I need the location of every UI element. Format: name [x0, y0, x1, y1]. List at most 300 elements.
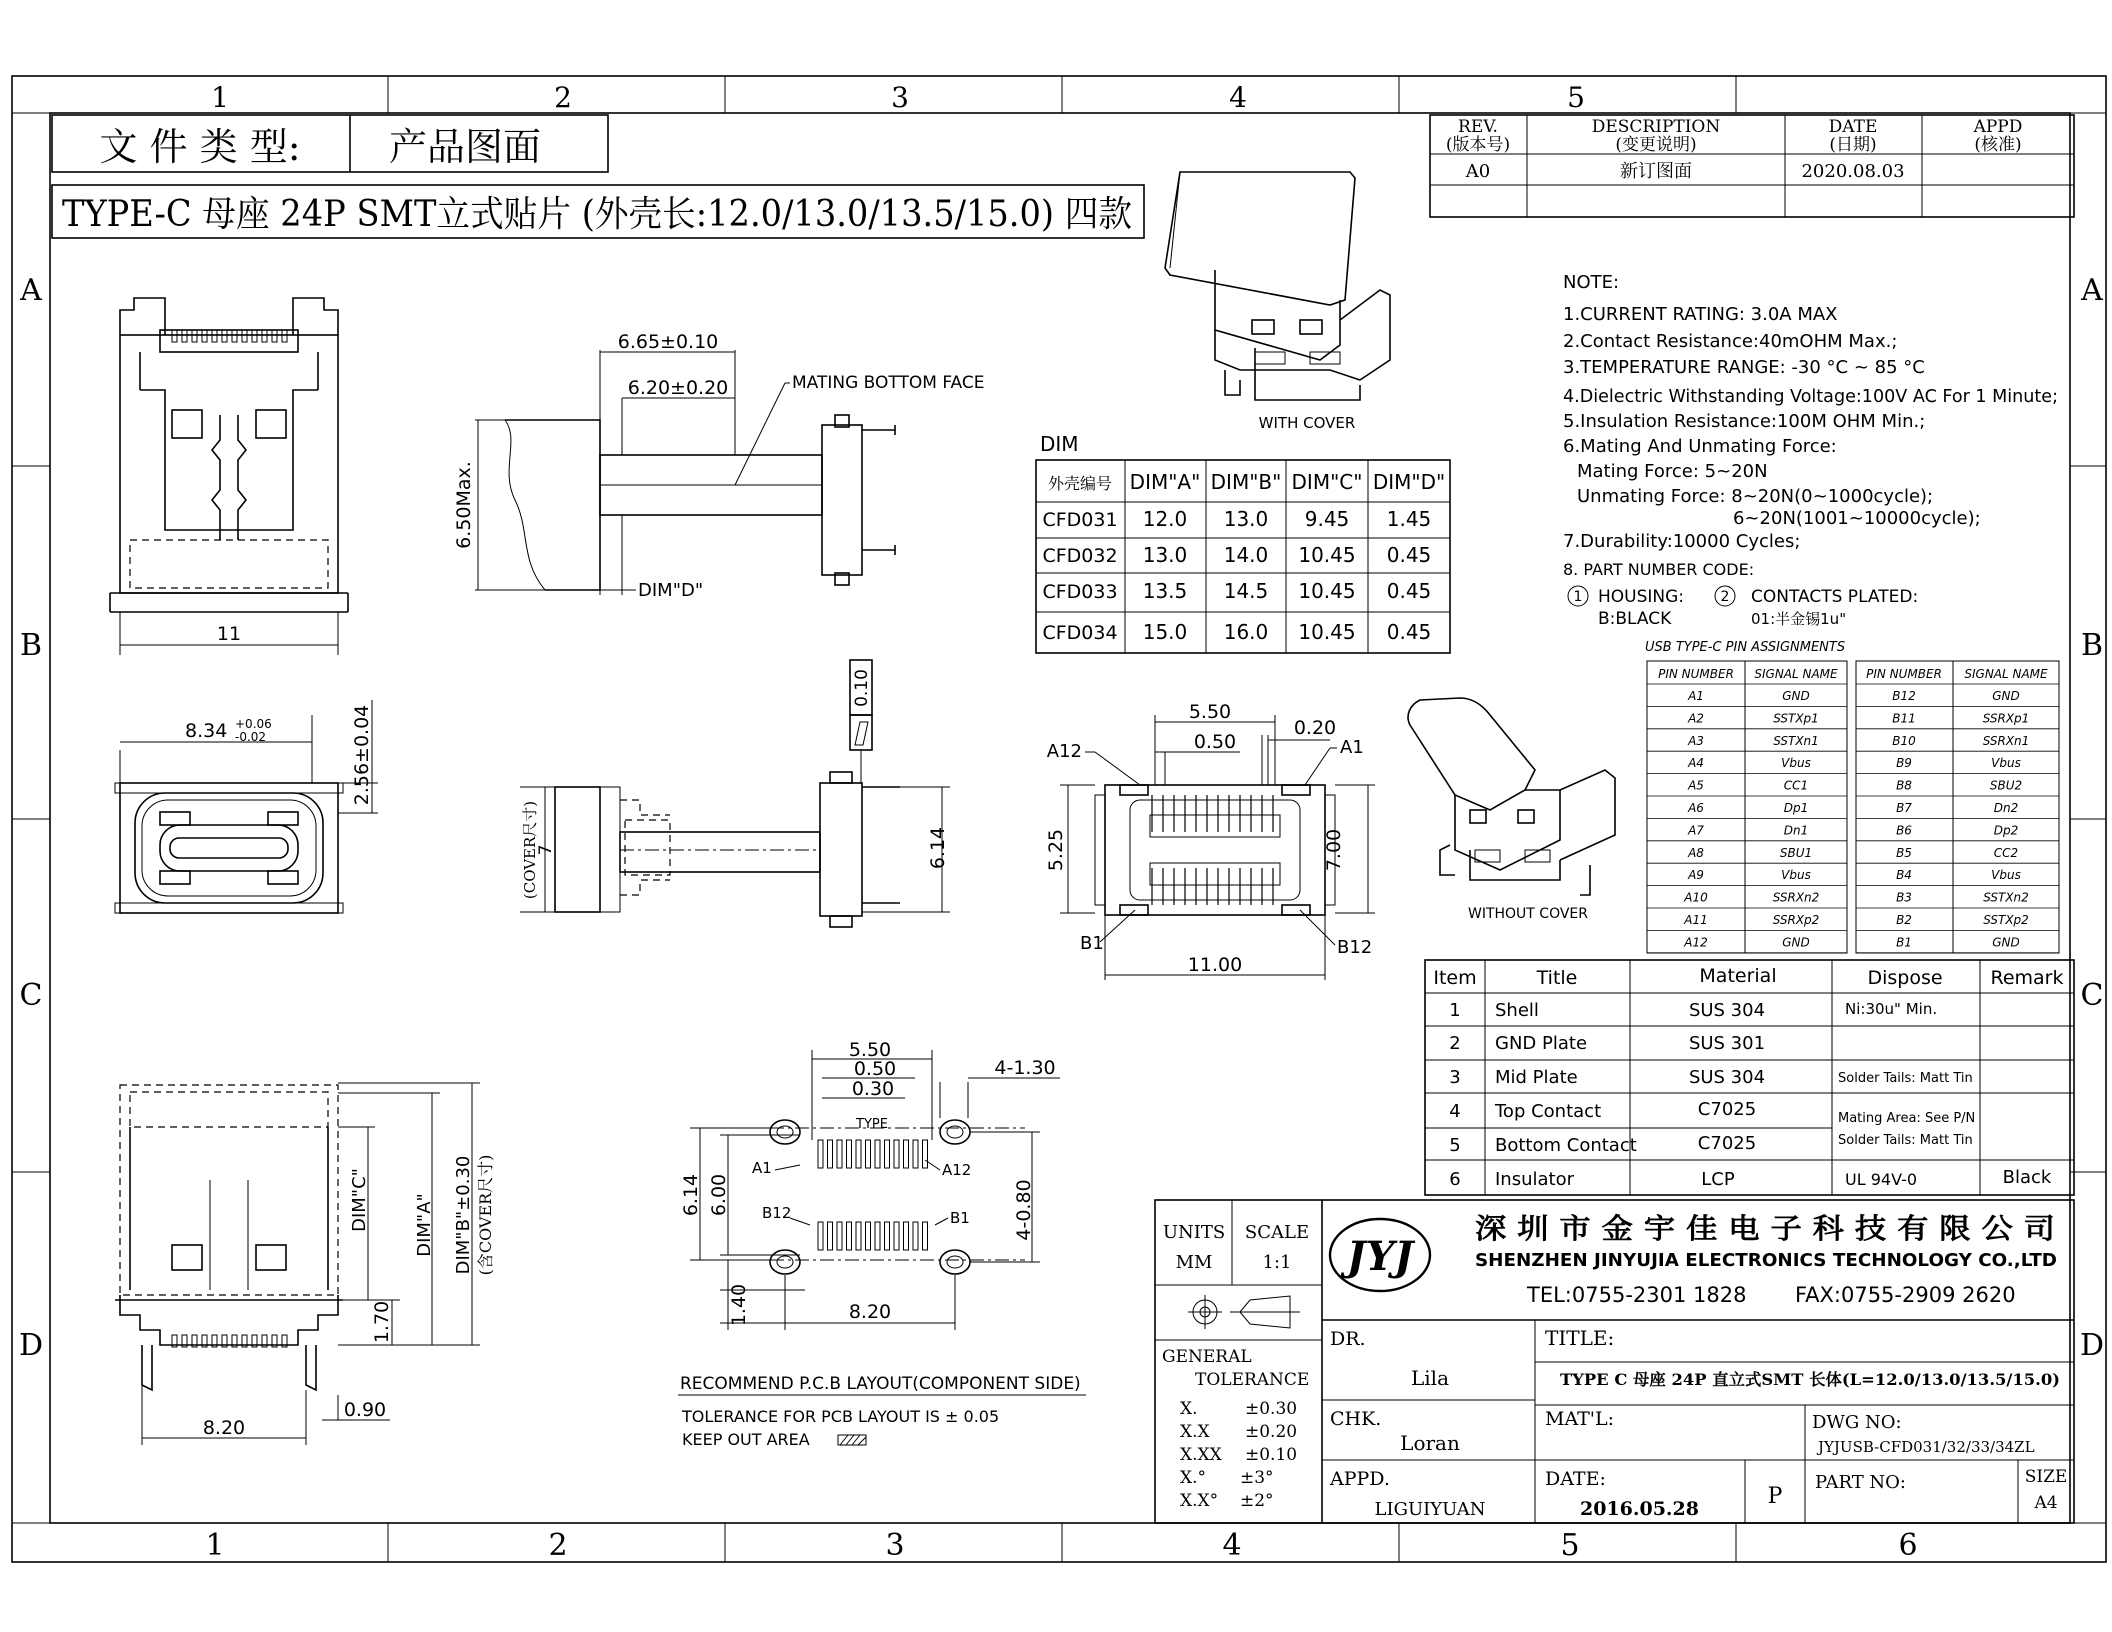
pin-cell: SSTXp1: [1773, 711, 1819, 726]
front-pin: [212, 330, 217, 342]
bom-row-1-title: Shell: [1495, 1000, 1539, 1021]
pcb-pad-bottom: [913, 1222, 918, 1250]
zone-bottom-5: 5: [1560, 1528, 1580, 1563]
appd-header-en: APPD: [1973, 117, 2023, 137]
sheet-frame: [12, 76, 2106, 1562]
pin-header-3: SIGNAL NAME: [1964, 667, 2048, 681]
pin-cell: B3: [1896, 890, 1912, 905]
title-label: TITLE:: [1545, 1326, 1615, 1350]
pcb-pad-top: [856, 1140, 861, 1168]
front-view-pin-comb: [172, 330, 287, 342]
dwg-value: JYJUSB-CFD031/32/33/34ZL: [1818, 1438, 2035, 1456]
bom-header-item: Item: [1433, 967, 1477, 989]
dim-090: 0.90: [343, 1399, 387, 1421]
bom-row-5-title: Bottom Contact: [1495, 1135, 1637, 1156]
dim-row-2-d: 0.45: [1386, 579, 1432, 603]
dim-table-header-4: DIM"D": [1372, 470, 1446, 494]
date-header-cn: (日期): [1829, 135, 1877, 155]
tol-0-value: ±0.30: [1245, 1399, 1298, 1419]
projection-symbol-icon: [1188, 1295, 1300, 1329]
front-pin: [202, 330, 207, 342]
bom-row-3-title: Mid Plate: [1495, 1067, 1578, 1088]
bom-header-material: Material: [1699, 965, 1777, 987]
note-line-2: 2.Contact Resistance:40mOHM Max.;: [1563, 331, 1898, 352]
pin-cell: A7: [1688, 823, 1704, 838]
pin-cell: Dn1: [1783, 823, 1809, 838]
pin-cell: SSRXn2: [1772, 890, 1820, 905]
zone-left-a: A: [20, 273, 42, 308]
front-pin: [252, 330, 257, 342]
dwg-label: DWG NO:: [1812, 1412, 1902, 1433]
bom-row-5-dispose: Solder Tails: Matt Tin: [1838, 1133, 1973, 1148]
zone-left-b: B: [19, 628, 43, 663]
pin-cell: SSTXn2: [1983, 890, 2029, 905]
title-block: [1155, 1200, 2074, 1523]
date-value: 2020.08.03: [1801, 161, 1905, 182]
dim-row-2-code: CFD033: [1042, 581, 1118, 603]
pcb-pad-bottom: [885, 1222, 890, 1250]
dim-7: 7: [536, 844, 556, 856]
zone-bottom-2: 2: [548, 1528, 568, 1563]
pin-cell: Dp2: [1993, 823, 2019, 838]
note-line-8: Unmating Force: 8~20N(0~1000cycle);: [1577, 486, 1934, 507]
tol-4-value: ±2°: [1240, 1491, 1274, 1511]
with-cover-label: WITH COVER: [1258, 414, 1356, 432]
zone-bottom-3: 3: [885, 1528, 905, 1563]
dim-170: 1.70: [371, 1300, 393, 1344]
tol-2-key: X.XX: [1180, 1445, 1222, 1465]
dim-row-3-c: 10.45: [1298, 620, 1356, 644]
pin-cell: B5: [1896, 845, 1912, 860]
pcb-dim-4130: 4-1.30: [994, 1057, 1056, 1079]
pcb-dim-030: 0.30: [851, 1078, 895, 1100]
bottom-view-drawing: [1045, 701, 1375, 980]
dim-050: 0.50: [1193, 731, 1237, 753]
side-cover-view-drawing: [520, 660, 950, 927]
pcb-pads: [818, 1140, 928, 1250]
note-line-6: 6.Mating And Unmating Force:: [1563, 436, 1837, 457]
zone-right-c: C: [2080, 978, 2104, 1013]
dim-550: 5.50: [1188, 701, 1232, 723]
pin-cell: GND: [1782, 689, 1810, 703]
front-pin: [192, 330, 197, 342]
pin-cell: B2: [1896, 913, 1912, 927]
pin-cell: A2: [1688, 711, 1704, 726]
tol-4-key: X.X°: [1180, 1491, 1219, 1511]
front-view-drawing: [110, 298, 348, 655]
pcb-pad-bottom: [923, 1222, 928, 1250]
dim-c-label: DIM"C": [349, 1168, 370, 1232]
scale-label: SCALE: [1244, 1222, 1310, 1243]
bom-row-6-remark: Black: [2002, 1167, 2052, 1188]
pin-cell: B11: [1892, 711, 1916, 726]
code-2-number: 2: [1720, 589, 1730, 605]
tol-1-value: ±0.20: [1245, 1422, 1298, 1442]
desc-value: 新订图面: [1620, 161, 1692, 182]
front-pin: [172, 330, 177, 342]
dim-650: 6.50Max.: [453, 461, 475, 549]
mating-bottom-face-label: MATING BOTTOM FACE: [792, 373, 985, 393]
note-line-7: Mating Force: 5~20N: [1577, 461, 1768, 482]
pcb-pad-top: [923, 1140, 928, 1168]
pcb-pad-top: [828, 1140, 833, 1168]
dim-row-1-d: 0.45: [1386, 543, 1432, 567]
zone-bottom-6: 6: [1898, 1528, 1918, 1563]
pcb-dim-140: 1.40: [728, 1283, 750, 1327]
pcb-pad-top: [885, 1140, 890, 1168]
dim-table-header-2: DIM"B": [1210, 470, 1282, 494]
pcb-pad-top: [837, 1140, 842, 1168]
dr-value: Lila: [1411, 1366, 1449, 1390]
front-pin: [282, 330, 287, 342]
dim-row-2-c: 10.45: [1298, 579, 1356, 603]
appd-label: APPD.: [1330, 1468, 1390, 1490]
bom-row-1-item: 1: [1449, 1000, 1461, 1021]
revision-table: [1430, 115, 2074, 217]
pcb-pad-bottom: [856, 1222, 861, 1250]
bom-row-1-material: SUS 304: [1688, 1000, 1766, 1021]
tol-3-value: ±3°: [1240, 1468, 1274, 1488]
units-value: MM: [1175, 1252, 1213, 1273]
dim-b-label: DIM"B"±0.30: [453, 1155, 474, 1275]
pin-cell: B12: [1892, 689, 1916, 703]
pin-table-rows: [1647, 684, 2059, 953]
pin-cell: A1: [1688, 689, 1704, 703]
dim-row-0-c: 9.45: [1304, 507, 1350, 531]
pin-cell: B7: [1896, 801, 1912, 815]
dim-row-3-a: 15.0: [1142, 620, 1188, 644]
pcb-dim-820: 8.20: [848, 1301, 892, 1323]
dim-row-0-code: CFD031: [1042, 509, 1118, 531]
dim-row-3-d: 0.45: [1386, 620, 1432, 644]
dim-256: 2.56±0.04: [351, 704, 373, 806]
pin-cell: A8: [1688, 845, 1704, 860]
bom-table: [1425, 960, 2074, 1195]
dim-table-caption: DIM: [1040, 432, 1079, 456]
bom-header-dispose: Dispose: [1867, 967, 1943, 989]
dim-010: 0.10: [852, 669, 872, 707]
scale-value: 1:1: [1262, 1252, 1292, 1273]
pin-cell: CC1: [1783, 778, 1809, 793]
bom-row-6-item: 6: [1449, 1169, 1461, 1190]
pin-cell: A5: [1688, 778, 1704, 793]
zone-top-2: 2: [554, 81, 572, 114]
pin-header-1: SIGNAL NAME: [1754, 667, 1838, 681]
zone-right-d: D: [2079, 1328, 2105, 1363]
pcb-dim-550: 5.50: [848, 1039, 892, 1061]
pcb-pad-bottom: [904, 1222, 909, 1250]
rev-value: A0: [1465, 161, 1491, 182]
dim-834-tol-up: +0.06: [235, 717, 272, 731]
pin-cell: CC2: [1993, 845, 2019, 860]
dim-row-3-code: CFD034: [1042, 622, 1118, 644]
front-pin: [232, 330, 237, 342]
pcb-pad-bottom: [818, 1222, 823, 1250]
pin-cell: GND: [1992, 935, 2020, 950]
pin-cell: A3: [1688, 733, 1704, 748]
with-cover-3d-view: [1165, 172, 1390, 432]
notes-title: NOTE:: [1563, 272, 1620, 293]
dim-525: 5.25: [1045, 828, 1067, 872]
notes-block: [1563, 272, 2058, 629]
dim-11: 11: [216, 623, 242, 645]
front-pin: [222, 330, 227, 342]
dim-020: 0.20: [1293, 717, 1337, 739]
pin-header-0: PIN NUMBER: [1658, 667, 1734, 681]
bom-row-4-title: Top Contact: [1495, 1101, 1602, 1122]
pcb-dim-4080: 4-0.80: [1013, 1179, 1035, 1241]
bom-row-3-material: SUS 304: [1688, 1067, 1766, 1088]
zone-left-d: D: [18, 1328, 44, 1363]
pin-cell: B4: [1896, 868, 1912, 883]
bom-row-6-dispose: UL 94V-0: [1845, 1170, 1918, 1189]
doc-type-label: 文 件 类 型:: [99, 125, 301, 169]
dim-614: 6.14: [927, 826, 949, 870]
pin-assignment-table: [1645, 640, 2059, 953]
bom-row-2-title: GND Plate: [1495, 1033, 1588, 1054]
pcb-a1-label: A1: [752, 1159, 772, 1177]
bom-row-3-dispose: Solder Tails: Matt Tin: [1838, 1071, 1973, 1086]
pcb-pad-top: [913, 1140, 918, 1168]
bom-row-1-dispose: Ni:30u" Min.: [1845, 1000, 1938, 1018]
rev-header-cn: (版本号): [1445, 135, 1511, 155]
pin-cell: SSRXp2: [1772, 913, 1820, 927]
pin-cell: SSRXn1: [1982, 733, 2030, 748]
bottom-b1-label: B1: [1080, 933, 1104, 954]
pin-cell: Dp1: [1783, 801, 1809, 815]
zone-top-1: 1: [211, 81, 229, 114]
pin-cell: A12: [1684, 935, 1708, 950]
cover-dim-note: (COVER尺寸): [521, 800, 539, 900]
pcb-pad-bottom: [866, 1222, 871, 1250]
pin-cell: SSRXp1: [1982, 711, 2030, 726]
pin-cell: B1: [1896, 935, 1912, 950]
main-title-box: [52, 185, 1144, 238]
note-line-4: 4.Dielectric Withstanding Voltage:100V AC For 1 Minute;: [1563, 386, 2058, 407]
note-line-9: 6~20N(1001~10000cycle);: [1733, 508, 1981, 529]
pin-cell: Vbus: [1781, 868, 1811, 883]
dim-1100: 11.00: [1187, 954, 1243, 976]
pin-cell: B8: [1896, 778, 1912, 793]
note-line-3: 3.TEMPERATURE RANGE: -30 °C ~ 85 °C: [1563, 357, 1925, 378]
dim-834-tol-dn: -0.02: [235, 730, 267, 744]
dim-row-0-b: 13.0: [1223, 507, 1269, 531]
pin-cell: GND: [1992, 689, 2020, 703]
pin-cell: B6: [1896, 823, 1912, 838]
date-value-tb: 2016.05.28: [1580, 1498, 1699, 1520]
bom-row-2-material: SUS 301: [1688, 1033, 1766, 1054]
pin-cell: B10: [1892, 733, 1916, 748]
dim-row-1-code: CFD032: [1042, 545, 1118, 567]
chk-label: CHK.: [1330, 1408, 1382, 1430]
side-view-drawing: [453, 331, 985, 601]
pcb-pad-top: [818, 1140, 823, 1168]
dr-label: DR.: [1330, 1328, 1366, 1350]
dim-a-label: DIM"A": [414, 1193, 435, 1257]
tol-3-key: X.°: [1180, 1468, 1207, 1488]
zone-bottom-4: 4: [1222, 1528, 1242, 1563]
desc-header-cn: (变更说明): [1615, 135, 1697, 155]
front-pin: [262, 330, 267, 342]
pcb-type-label: TYPE: [856, 1117, 888, 1132]
bom-row-4-material: C7025: [1697, 1099, 1757, 1120]
part-no-label: PART NO:: [1815, 1472, 1906, 1493]
pin-cell: SSTXn1: [1773, 733, 1819, 748]
pcb-pad-top: [875, 1140, 880, 1168]
pcb-pad-bottom: [875, 1222, 880, 1250]
dim-b-cover-note: (含COVER尺寸): [476, 1154, 495, 1276]
zone-left-c: C: [19, 978, 43, 1013]
units-label: UNITS: [1162, 1222, 1226, 1243]
pcb-pad-top: [904, 1140, 909, 1168]
main-title: TYPE-C 母座 24P SMT立式贴片 (外壳长:12.0/13.0/13.5/15.0) 四款: [62, 194, 1132, 235]
tol-0-key: X.: [1180, 1399, 1198, 1419]
dim-table-header-3: DIM"C": [1291, 470, 1363, 494]
dim-row-0-d: 1.45: [1386, 507, 1432, 531]
code-1-label: HOUSING:: [1598, 587, 1685, 607]
company-tel: TEL:0755-2301 1828: [1527, 1283, 1747, 1307]
company-name-en: SHENZHEN JINYUJIA ELECTRONICS TECHNOLOGY CO.,LTD: [1475, 1250, 2057, 1271]
chk-value: Loran: [1400, 1431, 1460, 1455]
doc-type-box: [52, 115, 608, 172]
note-line-5: 5.Insulation Resistance:100M OHM Min.;: [1563, 411, 1926, 432]
pcb-pad-top: [847, 1140, 852, 1168]
pcb-dim-614: 6.14: [680, 1173, 702, 1217]
note-line-1: 1.CURRENT RATING: 3.0A MAX: [1563, 304, 1838, 325]
pcb-a12-label: A12: [942, 1161, 972, 1179]
pcb-dim-600: 6.00: [708, 1173, 730, 1217]
company-logo: [1330, 1219, 1430, 1291]
date-header-en: DATE: [1828, 117, 1878, 137]
pcb-pad-top: [866, 1140, 871, 1168]
bottom-a12-label: A12: [1046, 741, 1082, 762]
bom-row-2-item: 2: [1449, 1033, 1461, 1054]
bom-row-4-item: 4: [1449, 1101, 1461, 1122]
dim-row-3-b: 16.0: [1223, 620, 1269, 644]
bottom-a1-label: A1: [1340, 737, 1364, 758]
dim-row-2-b: 14.5: [1223, 579, 1269, 603]
dim-table-header-1: DIM"A": [1129, 470, 1201, 494]
dim-d: DIM"D": [638, 580, 704, 601]
dim-row-1-a: 13.0: [1142, 543, 1188, 567]
date-label: DATE:: [1545, 1468, 1606, 1490]
zone-right-a: A: [2081, 273, 2103, 308]
bom-row-3-item: 3: [1449, 1067, 1461, 1088]
company-fax: FAX:0755-2909 2620: [1795, 1283, 2016, 1307]
pin-cell: Vbus: [1991, 756, 2021, 771]
pin-cell: SBU2: [1989, 778, 2023, 793]
appd-value: LIGUIYUAN: [1374, 1499, 1486, 1520]
pin-cell: GND: [1782, 935, 1810, 950]
pcb-layout-title: RECOMMEND P.C.B LAYOUT(COMPONENT SIDE): [680, 1374, 1081, 1394]
dim-row-1-b: 14.0: [1223, 543, 1269, 567]
zone-right-b: B: [2080, 628, 2104, 663]
pcb-pad-top: [894, 1140, 899, 1168]
bom-row-5-item: 5: [1449, 1135, 1461, 1156]
pcb-b1-label: B1: [950, 1209, 970, 1227]
pcb-layout-drawing: [678, 1039, 1086, 1449]
size-label: SIZE: [2024, 1467, 2068, 1487]
zone-top-5: 5: [1567, 81, 1585, 114]
note-line-10: 7.Durability:10000 Cycles;: [1563, 531, 1801, 552]
pcb-pad-bottom: [828, 1222, 833, 1250]
desc-header-en: DESCRIPTION: [1591, 117, 1721, 137]
pin-cell: SSTXp2: [1983, 913, 2029, 927]
dim-row-1-c: 10.45: [1298, 543, 1356, 567]
pin-cell: A6: [1688, 801, 1704, 815]
pin-cell: Vbus: [1991, 868, 2021, 883]
matl-label: MAT'L:: [1545, 1408, 1615, 1430]
bottom-view-pins: [1152, 795, 1273, 905]
dim-820-rear: 8.20: [202, 1417, 246, 1439]
pin-cell: A4: [1688, 756, 1704, 771]
front-pin: [242, 330, 247, 342]
tol-title-2: TOLERANCE: [1195, 1370, 1310, 1390]
bom-row-6-material: LCP: [1701, 1169, 1735, 1190]
zone-top-4: 4: [1229, 81, 1247, 114]
code-2-label: CONTACTS PLATED:: [1751, 587, 1919, 607]
dim-table-header-0: 外壳编号: [1047, 474, 1113, 493]
pin-cell: A9: [1688, 868, 1704, 883]
p-label: P: [1767, 1484, 1783, 1509]
top-view-drawing: [115, 700, 378, 913]
rear-view-drawing: [115, 1083, 495, 1445]
dim-table: [1036, 432, 1450, 653]
title-value: TYPE C 母座 24P 直立式SMT 长体(L=12.0/13.0/13.5/15.0): [1560, 1370, 2060, 1389]
tol-1-key: X.X: [1180, 1422, 1210, 1442]
code-1-number: 1: [1573, 589, 1583, 605]
pin-cell: Dn2: [1993, 801, 2019, 815]
front-pin: [272, 330, 277, 342]
tol-title-1: GENERAL: [1162, 1347, 1252, 1367]
pin-table-title: USB TYPE-C PIN ASSIGNMENTS: [1645, 640, 1846, 655]
bom-header-remark: Remark: [1990, 967, 2064, 989]
dim-700: 7.00: [1323, 828, 1345, 872]
keepout-note: KEEP OUT AREA: [682, 1430, 810, 1449]
pin-cell: SBU1: [1779, 845, 1813, 860]
pin-cell: B9: [1896, 756, 1912, 771]
rev-header-en: REV.: [1458, 117, 1498, 137]
tol-2-value: ±0.10: [1245, 1445, 1298, 1465]
dim-620: 6.20±0.20: [627, 377, 729, 399]
bottom-b12-label: B12: [1337, 937, 1373, 958]
dim-row-2-a: 13.5: [1142, 579, 1188, 603]
pin-cell: A11: [1684, 913, 1708, 927]
code-2-value: 01:半金锡1u": [1751, 610, 1847, 628]
size-value: A4: [2034, 1493, 2058, 1513]
front-pin: [182, 330, 187, 342]
without-cover-label: WITHOUT COVER: [1467, 906, 1589, 922]
dim-665: 6.65±0.10: [617, 331, 719, 353]
bom-row-5-material: C7025: [1697, 1133, 1757, 1154]
pcb-b12-label: B12: [762, 1204, 792, 1222]
pcb-dim-050: 0.50: [853, 1058, 897, 1080]
pin-cell: Vbus: [1781, 756, 1811, 771]
dim-row-0-a: 12.0: [1142, 507, 1188, 531]
code-1-value: B:BLACK: [1598, 609, 1672, 629]
without-cover-3d-view: [1408, 698, 1615, 922]
bom-row-6-title: Insulator: [1495, 1169, 1575, 1190]
pin-cell: A10: [1684, 890, 1708, 905]
bom-header-title: Title: [1536, 967, 1578, 989]
company-name-cn: 深 圳 市 金 宇 佳 电 子 科 技 有 限 公 司: [1475, 1212, 2055, 1245]
bom-row-4-dispose: Mating Area: See P/N: [1838, 1111, 1976, 1126]
pcb-pad-bottom: [894, 1222, 899, 1250]
pcb-tolerance-note: TOLERANCE FOR PCB LAYOUT IS ± 0.05: [682, 1407, 1000, 1426]
logo-text: JYJ: [1346, 1233, 1414, 1280]
pin-header-2: PIN NUMBER: [1866, 667, 1942, 681]
doc-type-value: 产品图面: [388, 125, 542, 169]
